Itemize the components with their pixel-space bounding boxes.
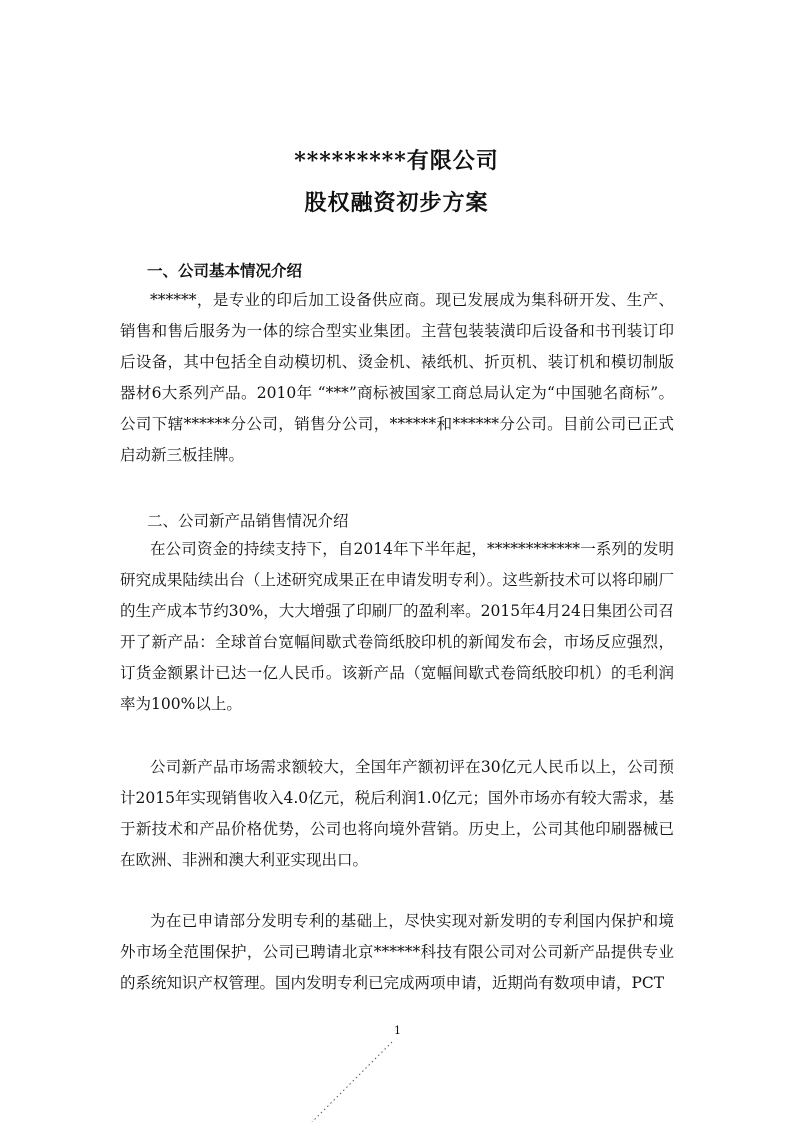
- page-number: 1: [394, 1024, 401, 1037]
- document-title-plan: 股权融资初步方案: [304, 190, 489, 216]
- section2-paragraph-1: 在公司资金的持续支持下，自2014年下半年起，************一系列的发明研究成果陆续出台（上述研究成果正在申请发明专利）。这些新技术可以将印刷厂的生产成本节约30%，大大增强了印刷厂的盈利率。2015年4月24日集团公司召开了新产品：全球首台宽幅间歇式卷筒纸胶印机的新闻发布会，市场反应强烈，订货金额累计已达一亿人民币。该新产品（宽幅间歇式卷筒纸胶印机）的毛利润率为100%以上。: [120, 540, 674, 713]
- section1-paragraph: ******，是专业的印后加工设备供应商。现已发展成为集科研开发、生产、销售和售后服务为一体的综合型实业集团。主营包装装潢印后设备和书刊装订印后设备，其中包括全自动模切机、烫金机、裱纸机、折页机、装订机和模切制版器材6大系列产品。2010年 “***”商标被国家工商总局认定为“中国驰名商标”。公司下辖******分公司，销售分公司，******和******分公司。目前公司已正式启动新三板挂牌。: [120, 291, 674, 464]
- section1-heading: 一、公司基本情况介绍: [147, 261, 303, 280]
- section2-paragraph-2: 公司新产品市场需求额较大，全国年产额初评在30亿元人民币以上，公司预计2015年实现销售收入4.0亿元，税后利润1.0亿元；国外市场亦有较大需求，基于新技术和产品价格优势，公司也将向境外营销。历史上，公司其他印刷器械已在欧洲、非洲和澳大利亚实现出口。: [120, 758, 674, 869]
- section2-heading: 二、公司新产品销售情况介绍: [147, 512, 349, 530]
- section2-paragraph-3: 为在已申请部分发明专利的基础上，尽快实现对新发明的专利国内保护和境外市场全范围保护，公司已聘请北京******科技有限公司对公司新产品提供专业的系统知识产权管理。国内发明专利已完成两项申请，近期尚有数项申请，PCT: [120, 912, 674, 992]
- document-title-company: *********有限公司: [294, 148, 499, 174]
